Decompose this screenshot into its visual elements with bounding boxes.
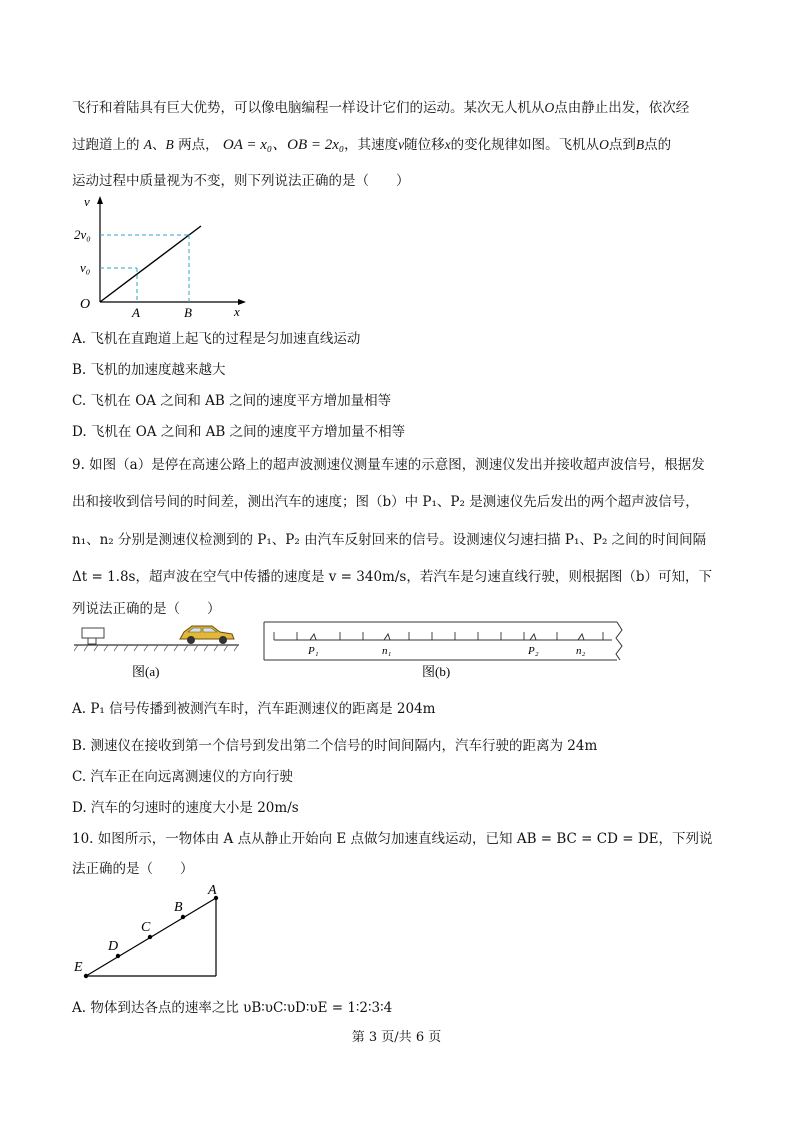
point-A-label: A xyxy=(208,883,217,898)
q8-line2-b: 两点， xyxy=(178,137,219,153)
q10-line1: 10. 如图所示，一物体由 A 点从静止开始向 E 点做匀加速直线运动，已知 AB = BC = CD = DE，下列说 xyxy=(72,831,713,847)
point-D-label: D xyxy=(108,939,119,954)
strip-ticks xyxy=(274,632,603,640)
q9-option-b[interactable]: B. 测速仪在接收到第一个信号到发出第二个信号的时间间隔内，汽车行驶的距离为 24m xyxy=(72,738,598,754)
v-axis-label: v xyxy=(84,194,90,209)
q8-line2-B2: B xyxy=(635,137,645,152)
pulse-p1 xyxy=(310,634,316,640)
tick-label-2v0: 2v₀ xyxy=(74,227,91,242)
q9-line2: 出和接收到信号间的时间差，测出汽车的速度；图（b）中 P₁、P₂ 是测速仪先后发出的两个超声波信号， xyxy=(72,494,699,510)
velocity-line xyxy=(100,226,201,302)
point-B-label: B xyxy=(174,900,183,915)
pulse-n2 xyxy=(578,634,584,640)
q8-line2-O: O xyxy=(599,137,609,152)
q8-line2 xyxy=(72,133,671,154)
q8-line2-g: 点的 xyxy=(644,137,672,153)
q8-line2-v: v xyxy=(398,137,405,152)
v-axis-arrow xyxy=(97,196,103,204)
q10-line2: 法正确的是（ ） xyxy=(72,861,194,877)
q8-line3: 运动过程中质量视为不变，则下列说法正确的是（ ） xyxy=(72,173,410,189)
strip-break-mark xyxy=(616,622,622,660)
q9-line1: 9. 如图（a）是停在高速公路上的超声波测速仪测量车速的示意图，测速仪发出并接收超声波信号，根据发 xyxy=(72,457,705,473)
pulse-n1 xyxy=(384,634,390,640)
q8-line2-a: 过跑道上的 xyxy=(72,137,140,153)
q9-option-d[interactable]: D. 汽车的匀速时的速度大小是 20m/s xyxy=(72,800,299,816)
car-icon xyxy=(180,626,234,644)
q8-line1-tail: 点由静止出发，依次经 xyxy=(554,100,690,116)
figure-b-scan-strip xyxy=(262,618,632,684)
q8-line2-e: 的变化规律如图。飞机从 xyxy=(450,137,600,153)
speed-gun-stand xyxy=(88,638,96,644)
q8-line2-A: A xyxy=(143,137,153,152)
q8-line2-c: ，其速度 xyxy=(344,137,399,153)
point-D-dot xyxy=(116,954,120,958)
label-p1: P₁ xyxy=(308,645,319,657)
q9-option-a[interactable]: A. P₁ 信号传播到被测汽车时，汽车距测速仪的距离是 204m xyxy=(72,701,436,717)
point-B-dot xyxy=(181,915,185,919)
q8-option-c[interactable]: C. 飞机在 OA 之间和 AB 之间的速度平方增加量相等 xyxy=(72,393,392,409)
ground-hatching xyxy=(74,645,238,651)
q8-option-b[interactable]: B. 飞机的加速度越来越大 xyxy=(72,362,226,378)
pulse-p2 xyxy=(530,634,536,640)
page-footer: 第 3 页/共 6 页 xyxy=(351,1030,442,1045)
velocity-displacement-graph xyxy=(74,190,264,320)
q8-line2-eq: OA = x₀、OB = 2x₀ xyxy=(222,137,345,153)
q10-option-a[interactable]: A. 物体到达各点的速率之比 υB∶υC∶υD∶υE = 1∶2∶3∶4 xyxy=(72,1000,393,1016)
q8-line2-B: B xyxy=(165,137,174,152)
origin-label: O xyxy=(80,297,91,312)
label-p2: P₂ xyxy=(528,645,539,657)
point-E-label: E xyxy=(74,960,83,975)
q8-line2-x: x xyxy=(444,137,451,152)
q8-option-a[interactable]: A. 飞机在直跑道上起飞的过程是匀加速直线运动 xyxy=(72,331,361,347)
q8-line1 xyxy=(72,96,689,116)
incline-figure xyxy=(72,880,242,980)
point-C-dot xyxy=(148,935,152,939)
q8-line2-sep: 、 xyxy=(152,137,166,153)
q9-line4: Δt = 1.8s，超声波在空气中传播的速度是 v = 340m/s，若汽车是匀速直线行驶，则根据图（b）可知，下 xyxy=(72,569,712,585)
point-C-label: C xyxy=(141,920,151,935)
tick-label-A: A xyxy=(132,305,140,320)
q8-line1-text: 飞行和着陆具有巨大优势，可以像电脑编程一样设计它们的运动。某次无人机从 xyxy=(72,100,545,116)
figure-a-caption: 图(a) xyxy=(132,664,160,679)
q8-line1-O: O xyxy=(544,100,555,115)
label-n2: n₂ xyxy=(576,645,586,657)
figure-b-caption: 图(b) xyxy=(422,664,451,679)
q8-line2-d: 随位移 xyxy=(404,137,445,153)
figure-a-speed-gun xyxy=(74,618,244,684)
point-E-dot xyxy=(84,974,88,978)
q9-line3: n₁、n₂ 分别是测速仪检测到的 P₁、P₂ 由汽车反射回来的信号。设测速仪匀速扫描 P₁、P₂ 之间的时间间隔 xyxy=(72,532,707,548)
tick-label-B: B xyxy=(184,305,192,320)
label-n1: n₁ xyxy=(382,645,392,657)
q9-line5: 列说法正确的是（ ） xyxy=(72,601,221,617)
q8-option-d[interactable]: D. 飞机在 OA 之间和 AB 之间的速度平方增加量不相等 xyxy=(72,424,406,440)
q9-option-c[interactable]: C. 汽车正在向远离测速仪的方向行驶 xyxy=(72,769,293,785)
tick-label-v0: v₀ xyxy=(80,260,91,275)
x-axis-label: x xyxy=(234,304,240,319)
speed-gun-icon xyxy=(82,628,104,638)
q8-line2-f: 点到 xyxy=(608,137,636,153)
